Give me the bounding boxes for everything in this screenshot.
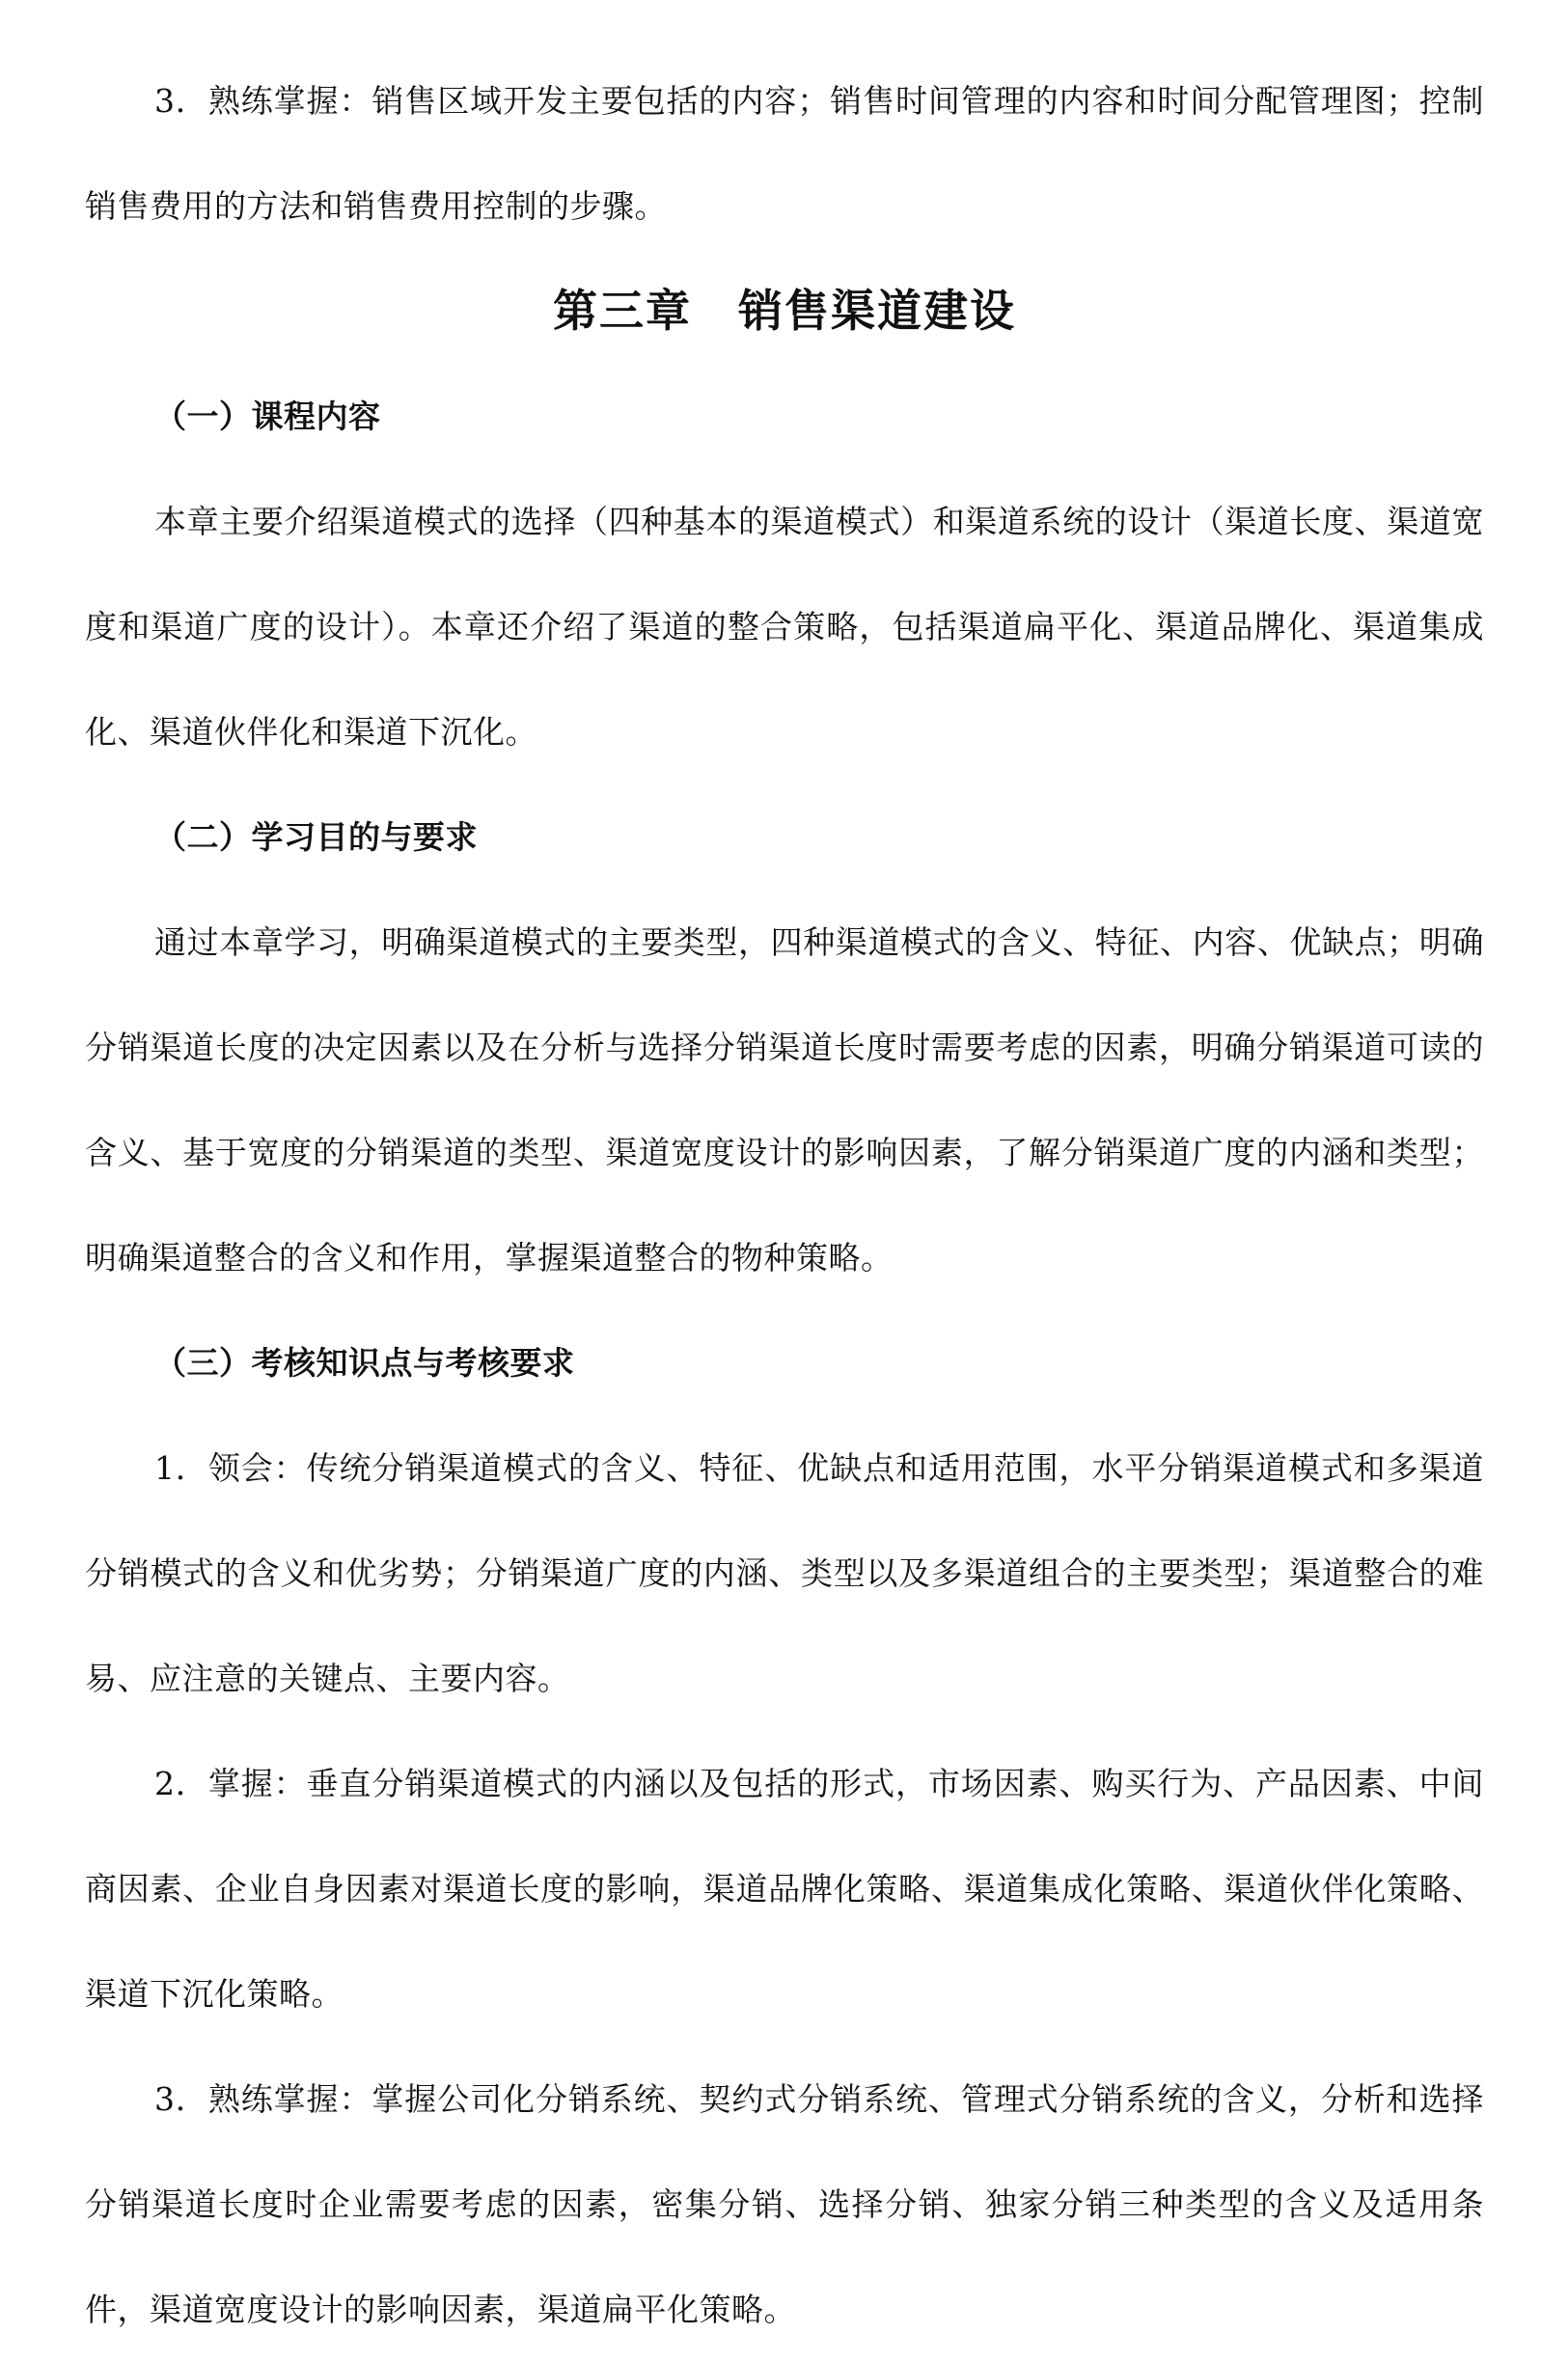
chapter-title: 第三章 销售渠道建设 [553,285,1016,337]
section-body-course-content: 本章主要介绍渠道模式的选择（四种基本的渠道模式）和渠道系统的设计（渠道长度、渠道宽度和渠道广度的设计）。本章还介绍了渠道的整合策略，包括渠道扁平化、渠道品牌化、渠道集成化、渠道伙伴化和渠道下沉化。 [85,503,1484,751]
intro-item-3: 3．熟练掌握：销售区域开发主要包括的内容；销售时间管理的内容和时间分配管理图；控制销售费用的方法和销售费用控制的步骤。 [85,82,1484,225]
assessment-item-2: 2．掌握：垂直分销渠道模式的内涵以及包括的形式，市场因素、购买行为、产品因素、中间商因素、企业自身因素对渠道长度的影响，渠道品牌化策略、渠道集成化策略、渠道伙伴化策略、渠道下沉化策略。 [85,1765,1484,2013]
section-heading-course-content: （一）课程内容 [154,398,381,435]
section-heading-assessment: （三）考核知识点与考核要求 [154,1344,575,1382]
assessment-item-3: 3．熟练掌握：掌握公司化分销系统、契约式分销系统、管理式分销系统的含义，分析和选择分销渠道长度时企业需要考虑的因素，密集分销、选择分销、独家分销三种类型的含义及适用条件，渠道宽度设计的影响因素，渠道扁平化策略。 [85,2080,1484,2328]
section-body-learning-goals: 通过本章学习，明确渠道模式的主要类型，四种渠道模式的含义、特征、内容、优缺点；明确分销渠道长度的决定因素以及在分析与选择分销渠道长度时需要考虑的因素，明确分销渠道可读的含义、基于宽度的分销渠道的类型、渠道宽度设计的影响因素，了解分销渠道广度的内涵和类型；明确渠道整合的含义和作用，掌握渠道整合的物种策略。 [85,923,1484,1277]
assessment-item-1: 1．领会：传统分销渠道模式的含义、特征、优缺点和适用范围，水平分销渠道模式和多渠道分销模式的含义和优劣势；分销渠道广度的内涵、类型以及多渠道组合的主要类型；渠道整合的难易、应注意的关键点、主要内容。 [85,1449,1484,1697]
section-heading-learning-goals: （二）学习目的与要求 [154,818,478,856]
document-page [85,48,1484,2362]
